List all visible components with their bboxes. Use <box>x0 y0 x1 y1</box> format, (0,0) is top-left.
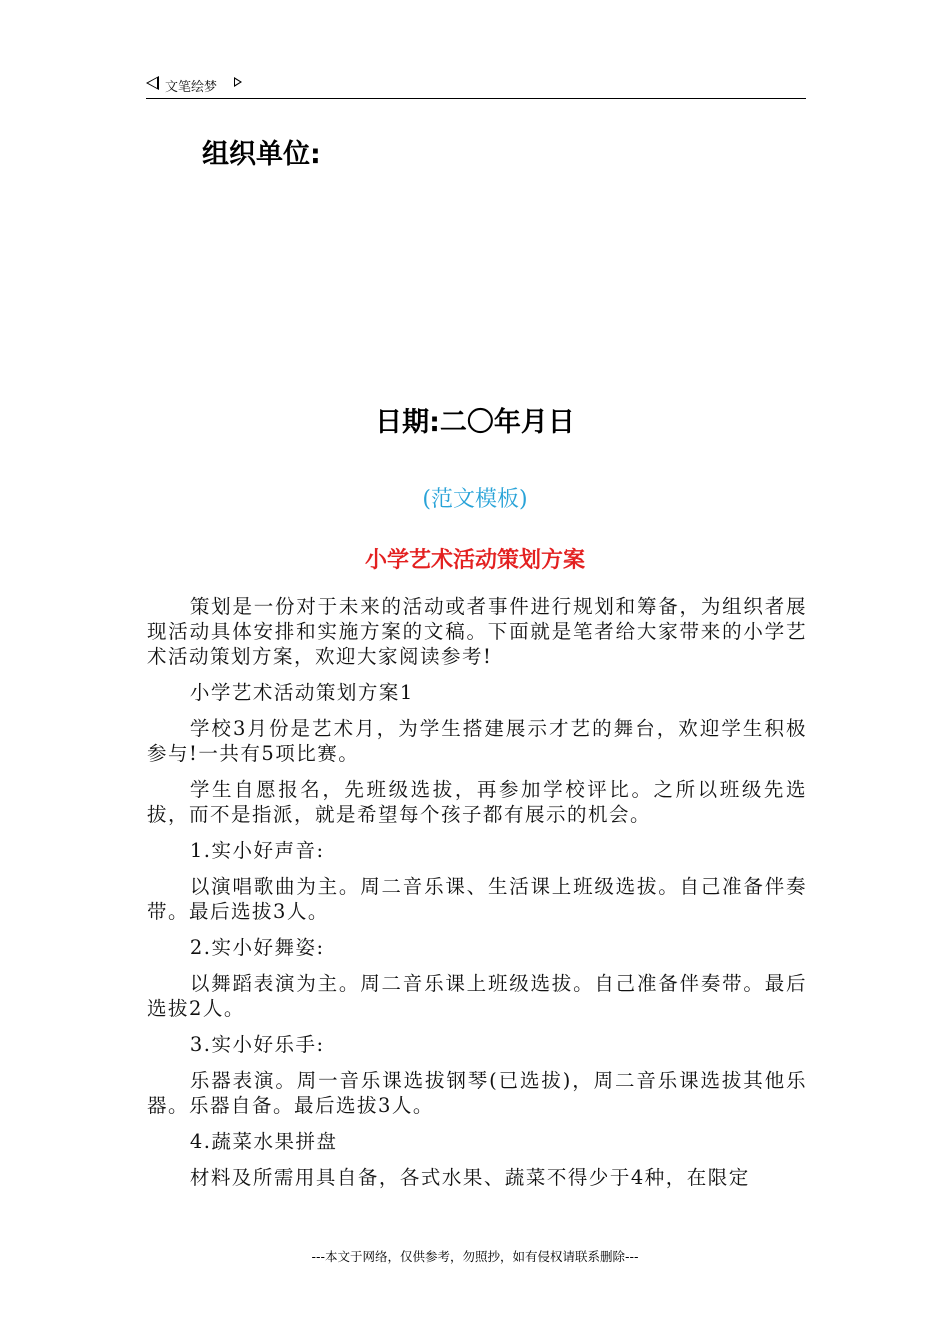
paragraph: 以演唱歌曲为主。周二音乐课、生活课上班级选拔。自己准备伴奏带。最后选拔3人。 <box>147 875 807 923</box>
paragraph: 策划是一份对于未来的活动或者事件进行规划和筹备，为组织者展现活动具体安排和实施方案的文稿。下面就是笔者给大家带来的小学艺术活动策划方案，欢迎大家阅读参考! <box>147 595 807 668</box>
paragraph: 材料及所需用具自备，各式水果、蔬菜不得少于4种，在限定 <box>189 1166 750 1189</box>
triangle-left-icon <box>146 76 159 90</box>
paragraph: 学生自愿报名，先班级选拔，再参加学校评比。之所以班级先选拔，而不是指派，就是希望每个孩子都有展示的机会。 <box>147 778 807 826</box>
date-label: 日期:二〇年月日 <box>375 407 575 438</box>
document-body <box>147 594 807 1201</box>
header-brand: 文笔绘梦 <box>165 80 218 95</box>
page-header <box>146 74 806 99</box>
paragraph: 4.蔬菜水果拼盘 <box>189 1130 338 1153</box>
paragraph: 以舞蹈表演为主。周二音乐课上班级选拔。自己准备伴奏带。最后选拔2人。 <box>147 972 807 1020</box>
paragraph: 3.实小好乐手: <box>189 1033 325 1056</box>
page-footer: ---本文于网络，仅供参考，勿照抄，如有侵权请联系删除--- <box>311 1249 639 1264</box>
template-tag: (范文模板) <box>422 487 528 512</box>
paragraph: 乐器表演。周一音乐课选拔钢琴(已选拔)，周二音乐课选拔其他乐器。乐器自备。最后选拔3人。 <box>147 1069 807 1117</box>
paragraph: 学校3月份是艺术月，为学生搭建展示才艺的舞台，欢迎学生积极参与!一共有5项比赛。 <box>147 717 807 765</box>
paragraph: 小学艺术活动策划方案1 <box>189 681 414 704</box>
org-label: 组织单位: <box>202 139 321 170</box>
paragraph: 2.实小好舞姿: <box>189 936 325 959</box>
document-title: 小学艺术活动策划方案 <box>364 548 585 573</box>
paragraph: 1.实小好声音: <box>189 839 325 862</box>
triangle-right-icon <box>234 77 242 87</box>
